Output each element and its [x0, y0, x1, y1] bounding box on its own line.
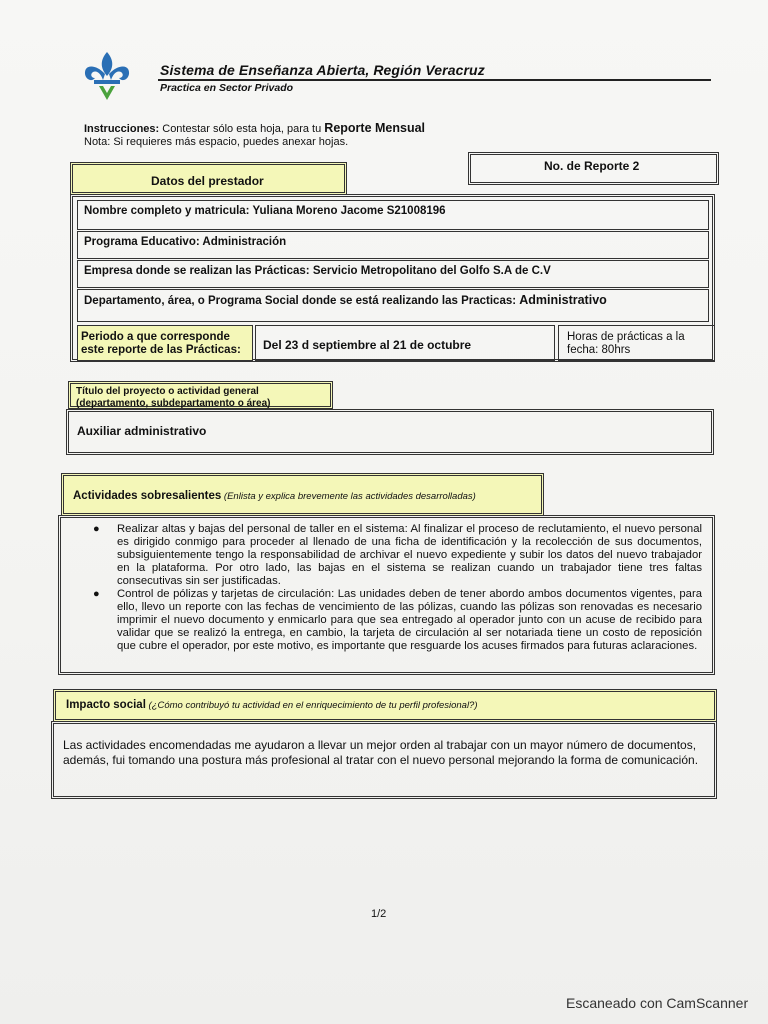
instructions-text: Contestar sólo esta hoja, para tu [159, 123, 325, 135]
titulo-header: Título del proyecto o actividad general (departamento, subdepartamento o área) [76, 386, 271, 409]
instructions-note: Nota: Si requieres más espacio, puedes anexar hojas. [84, 136, 349, 148]
impacto-body-box [51, 721, 717, 799]
datos-header: Datos del prestador [151, 174, 264, 188]
impacto-header-label: Impacto social [66, 699, 146, 711]
departamento-text [84, 293, 607, 307]
empresa-text: Empresa donde se realizan las Prácticas: Servicio Metropolitano del Golfo S.A de C.V [84, 265, 551, 277]
instructions-highlight: Reporte Mensual [324, 121, 426, 135]
institution-title: Sistema de Enseñanza Abierta, Región Veracruz [160, 62, 485, 78]
titulo-header-box [68, 381, 333, 409]
actividad-text-2: Control de pólizas y tarjetas de circulación: Las unidades deben de tener abordo ambos documentos vigentes, para ello, llevo un reporte con las fechas de vencimiento de las pólizas, cuando las pólizas son renovadas es necesario imprimir el nuevo documento y enmicarlo para que sea entregado al operador junto con un acuse de recibido para validar que se realizó la entrega, en cambio, la tarjeta de circulación al ser notariada tiene un costo de reposición que cubre el operador, por este motivo, es importante que resguarde los acuses firmados para futuras aclaraciones. [117, 588, 702, 652]
report-number: No. de Reporte 2 [544, 159, 640, 173]
header-rule [158, 79, 711, 81]
horas-cell [558, 325, 715, 361]
periodo-value: Del 23 d septiembre al 21 de octubre [263, 338, 472, 352]
periodo-label: Periodo a que corresponde este reporte de las Prácticas: [81, 331, 241, 356]
actividades-header [73, 490, 476, 502]
programa-row [77, 231, 709, 259]
empresa-row [77, 260, 709, 288]
impacto-header-hint: (¿Cómo contribuyó tu actividad en el enriquecimiento de tu perfil profesional?) [145, 700, 478, 711]
titulo-value-box [66, 409, 714, 455]
instructions-label: Instrucciones: [84, 123, 160, 135]
instructions-block [84, 122, 425, 149]
fleur-de-lis-logo-icon [82, 50, 132, 102]
titulo-value: Auxiliar administrativo [77, 424, 207, 438]
nombre-text: Nombre completo y matricula: Yuliana Moreno Jacome S21008196 [84, 205, 446, 217]
departamento-value: Administrativo [519, 293, 607, 307]
actividades-header-label: Actividades sobresalientes [73, 490, 222, 502]
list-item [93, 523, 702, 588]
departamento-label: Departamento, área, o Programa Social donde se está realizando las Practicas: [84, 295, 520, 307]
actividades-list [61, 523, 702, 653]
bullet-icon: ● [93, 588, 100, 600]
instructions-line [84, 122, 425, 136]
actividades-body-box [58, 515, 715, 675]
institution-subtitle: Practica en Sector Privado [160, 82, 294, 94]
list-item [93, 588, 702, 653]
actividades-header-hint: (Enlista y explica brevemente las actividades desarrolladas) [221, 491, 476, 502]
bullet-icon: ● [93, 523, 100, 535]
horas-text: Horas de prácticas a la fecha: 80hrs [567, 331, 685, 356]
datos-table [70, 194, 715, 362]
actividades-header-box [61, 473, 544, 516]
periodo-value-cell [255, 325, 555, 361]
impacto-header [66, 699, 478, 711]
scanner-watermark: Escaneado con CamScanner [566, 995, 749, 1011]
report-number-box [468, 152, 719, 185]
page-number: 1/2 [371, 908, 387, 920]
periodo-label-cell [77, 325, 253, 361]
impacto-header-box [53, 689, 717, 722]
datos-header-box [70, 162, 347, 195]
actividad-text-1: Realizar altas y bajas del personal de taller en el sistema: Al finalizar el proceso de reclutamiento, el nuevo personal es dirigido conmigo para proceder al llenado de una ficha de identificación y la recolección de sus documentos, subsiguientemente tengo la responsabilidad de archivar el nuevo expediente y subir los datos del nuevo trabajador en la plataforma. Por otro lado, las bajas en el sistema se realizan cuando un trabajador tiene tres faltas consecutivas sin ser justificadas. [117, 523, 702, 587]
impacto-text: Las actividades encomendadas me ayudaron a llevar un mejor orden al trabajar con un mayor número de documentos, además, fui tomando una postura más profesional al tratar con el nuevo personal mejorando la forma de comunicación. [63, 738, 699, 767]
nombre-row [77, 200, 709, 230]
departamento-row [77, 289, 709, 322]
programa-text: Programa Educativo: Administración [84, 236, 287, 248]
